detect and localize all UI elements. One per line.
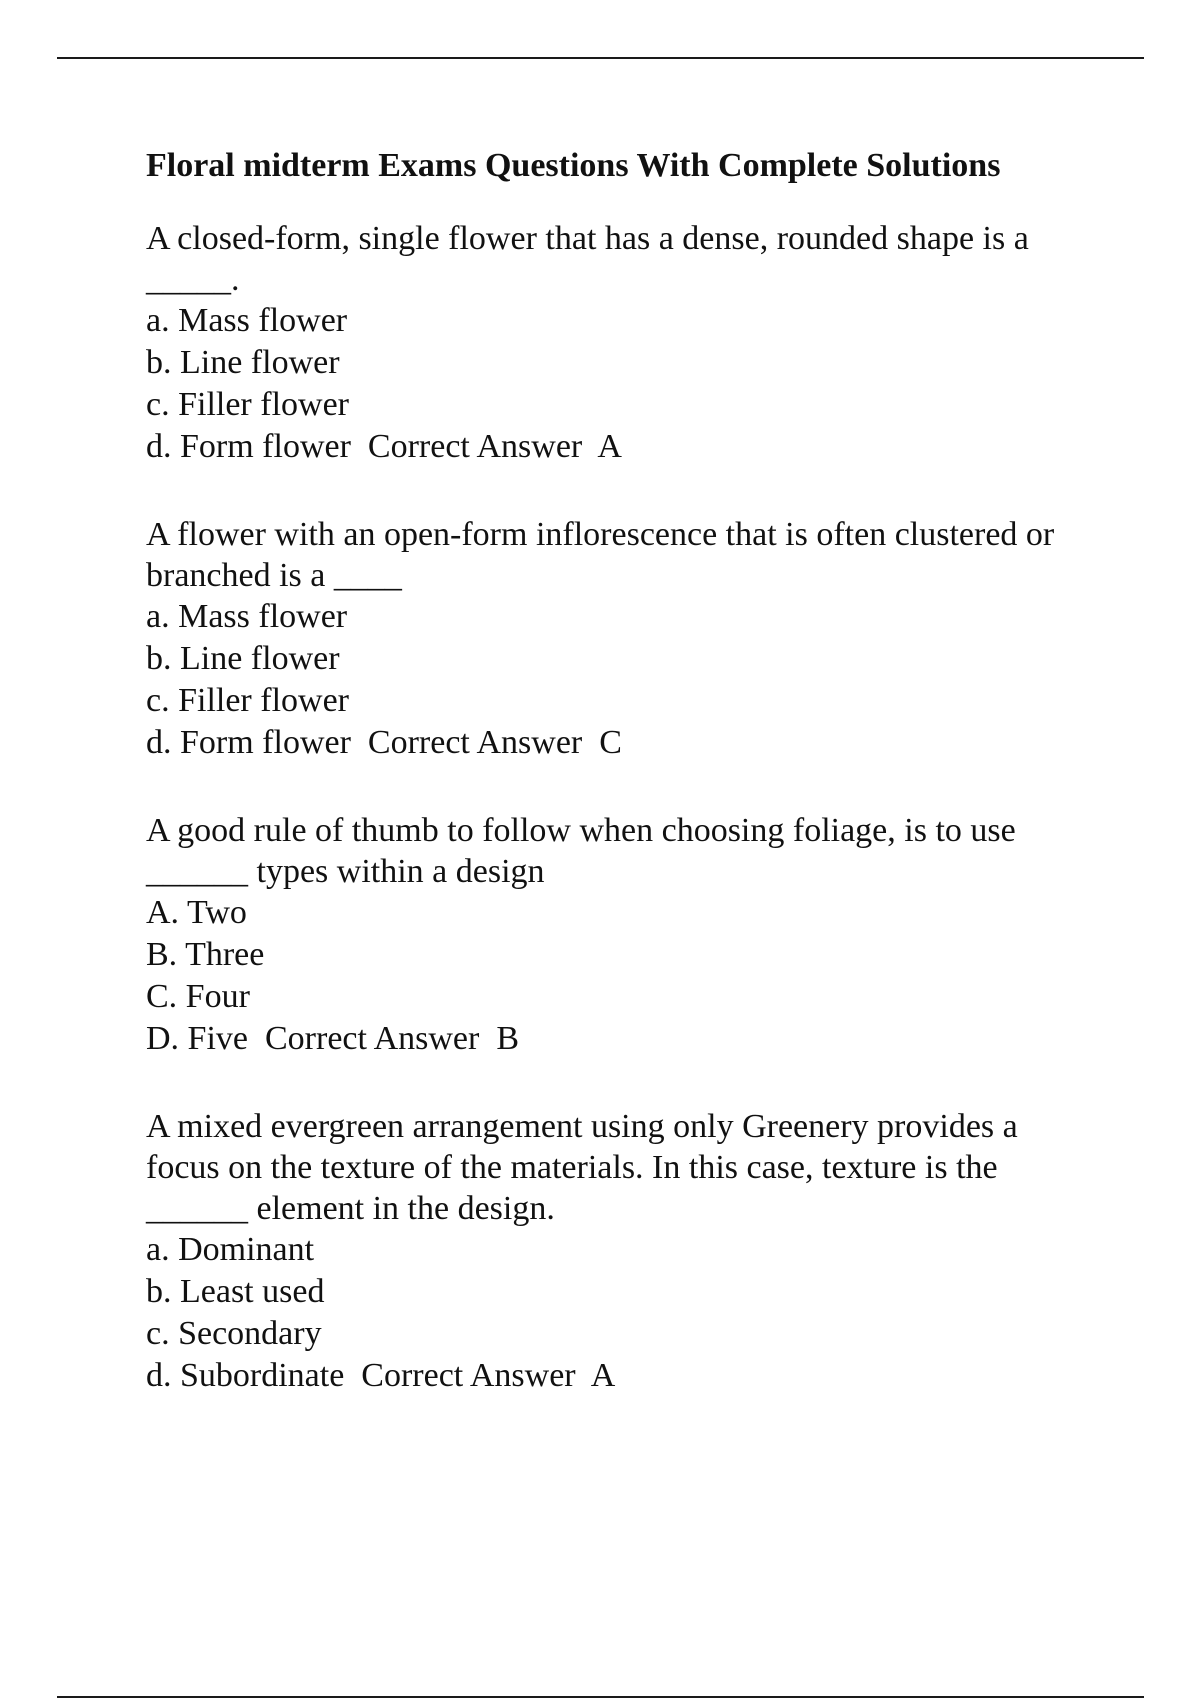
answer-option: a. Mass flower [146,302,348,339]
answer-option: B. Three [146,936,265,973]
document-title: Floral midterm Exams Questions With Complete Solutions [146,147,1001,184]
question-text: A flower with an open-form inflorescence that is often clustered or branched is a ____ [146,516,1055,594]
answer-option-with-correct-answer: d. Form flower Correct Answer A [146,428,622,465]
question-2 [146,514,1086,764]
question-text: A good rule of thumb to follow when choosing foliage, is to use ______ types within a design [146,812,1016,890]
answer-option: c. Filler flower [146,682,349,719]
answer-option-with-correct-answer: d. Subordinate Correct Answer A [146,1357,616,1394]
answer-option-with-correct-answer: D. Five Correct Answer B [146,1020,520,1057]
footer-rule [57,1696,1144,1698]
answer-option: b. Line flower [146,344,340,381]
answer-options [146,596,1086,764]
answer-option-with-correct-answer: d. Form flower Correct Answer C [146,724,622,761]
question-text: A mixed evergreen arrangement using only Greenery provides a focus on the texture of the materials. In this case, texture is the ______ element in the design. [146,1108,1018,1227]
answer-options [146,892,1086,1060]
answer-option: c. Secondary [146,1315,322,1352]
answer-option: b. Least used [146,1273,325,1310]
question-3 [146,810,1086,1060]
answer-option: b. Line flower [146,640,340,677]
answer-option: a. Mass flower [146,598,348,635]
answer-options [146,300,1086,468]
question-1 [146,218,1086,468]
answer-option: C. Four [146,978,250,1015]
question-text: A closed-form, single flower that has a dense, rounded shape is a _____. [146,220,1029,298]
question-4 [146,1106,1086,1397]
answer-option: c. Filler flower [146,386,349,423]
header-rule [57,57,1144,59]
answer-options [146,1229,1086,1397]
answer-option: a. Dominant [146,1231,315,1268]
document-body [146,140,1086,1443]
answer-option: A. Two [146,894,247,931]
